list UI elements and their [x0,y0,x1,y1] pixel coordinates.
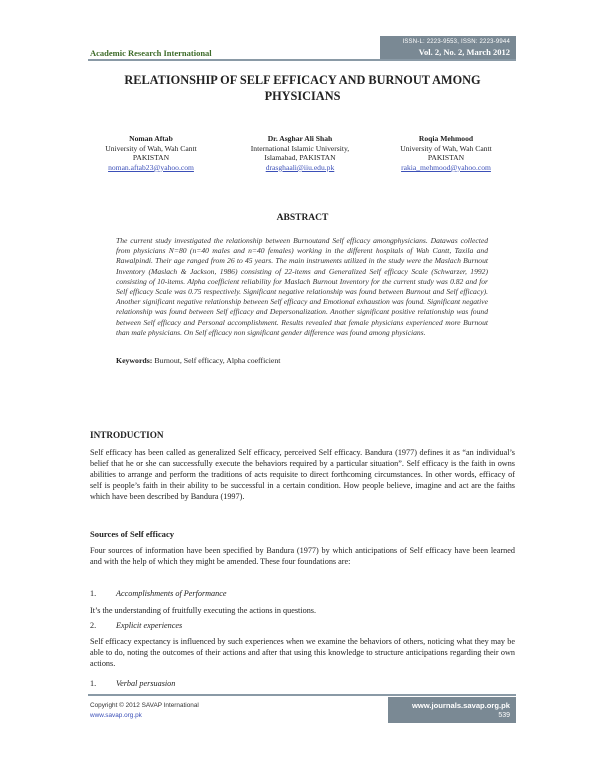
author-affiliation: University of Wah, Wah Cantt [400,143,492,153]
sources-heading: Sources of Self efficacy [90,529,175,539]
list-item [90,679,175,688]
sources-paragraph: Four sources of information have been specified by Bandura (1977) by which anticipations of Self efficacy have been learned and with the help of which they might be amended. These four foundations are: [90,546,515,567]
journal-name: Academic Research International [90,48,212,58]
experiences-paragraph: Self efficacy expectancy is influenced by such experiences when we examine the behaviors of others, noticing what they may be able to do, noting the outcomes of their actions and after that using this knowledge to structure anticipations regarding their own actions. [90,637,515,669]
header-rule [88,59,516,61]
footer-badge [388,697,516,723]
author-email-link[interactable]: drasghaali@iiu.edu.pk [265,162,335,172]
list-number: 2. [90,621,97,630]
title-line-1: RELATIONSHIP OF SELF EFFICACY AND BURNOUT AMONG [124,73,481,87]
author-email-link[interactable]: noman.aftab23@yahoo.com [108,162,194,172]
paper-title [90,72,515,104]
author-block [376,134,516,172]
keywords-label: Keywords: [116,356,153,365]
introduction-paragraph: Self efficacy has been called as generalized Self efficacy, perceived Self efficacy. Bandura (1977) defines it as “an individual’s belief that he or she can successfully execute the behaviors required by a particular situation”. Self efficacy is the faith in owns abilities to arrange and perform the traditions of acts requisite to direct forthcoming circumstances. In other words, efficacy of self is people’s faith in their ability to be successful in a certain condition. How people believe, imagine and act are the faiths which have been described by Bandura (1997). [90,448,515,502]
journal-url-link[interactable]: www.journals.savap.org.pk [411,701,510,710]
list-number: 1. [90,589,97,598]
list-text: Verbal persuasion [116,679,176,688]
abstract-text: The current study investigated the relationship between Burnoutand Self efficacy amongphysicians. Datawas collected from physicians N=80 (n=40 males and n=40 females) working in the different hospitals of Wah Cantt, Taxila and Rawalpindi. Their age ranged from 26 to 45 years. The main instruments utilized in the study were the Maslach Burnout Inventory (Maslach & Jackson, 1986) consisting of 22-items and Generalized Self efficacy Scale (Schwarzer, 1992) consisting of 10-items. Alpha coefficient reliability for Maslach Burnout Inventory for the current study was 0.82 and for Self efficacy Scale was 0.75 respectively. Significant negative relationship was found between Burnout and Self efficacy). Another significant negative relationship between Self efficacy and Emotional exhaustion was found. Significant negative relationship was found between Self efficacy and Depersonalization. Another significant positive relationship was found between Self efficacy and Personal accomplishment. Results revealed that female physicians experienced more Burnout than male physicians. On Self efficacy non significant gender difference was found among physicians. [116,236,488,337]
copyright-text: Copyright © 2012 SAVAP International [90,702,199,709]
footer-rule [88,694,516,696]
page-number: 539 [498,712,510,719]
list-number: 1. [90,679,97,688]
list-item [90,621,182,630]
author-name: Dr. Asghar Ali Shah [267,134,333,143]
keywords-line [116,356,280,365]
author-email-link[interactable]: rakia_mehmood@yahoo.com [401,162,491,172]
author-name: Roqia Mehmood [418,134,474,143]
savap-link[interactable]: www.savap.org.pk [90,712,142,719]
author-block [86,134,216,172]
keywords-list: Burnout, Self efficacy, Alpha coefficient [152,356,281,365]
author-affiliation: International Islamic University, [250,143,350,153]
list-text: Explicit experiences [116,621,183,630]
author-country: Islamabad, PAKISTAN [264,153,336,163]
author-name: Noman Aftab [129,134,173,143]
author-affiliation: University of Wah, Wah Cantt [105,143,197,153]
list-item [90,589,227,598]
introduction-heading: INTRODUCTION [90,430,164,440]
list-text: Accomplishments of Performance [116,589,227,598]
header-badge [380,36,516,61]
performance-paragraph: It’s the understanding of fruitfully executing the actions in questions. [90,606,317,615]
issn-text: ISSN-L: 2223-9553, ISSN: 2223-9944 [402,39,510,45]
title-line-2: PHYSICIANS [264,89,341,103]
volume-text: Vol. 2, No. 2, March 2012 [418,47,510,57]
author-country: PAKISTAN [427,153,465,163]
author-country: PAKISTAN [132,153,170,163]
author-block [232,134,368,172]
abstract-heading: ABSTRACT [276,213,329,223]
footer-left [90,701,199,721]
